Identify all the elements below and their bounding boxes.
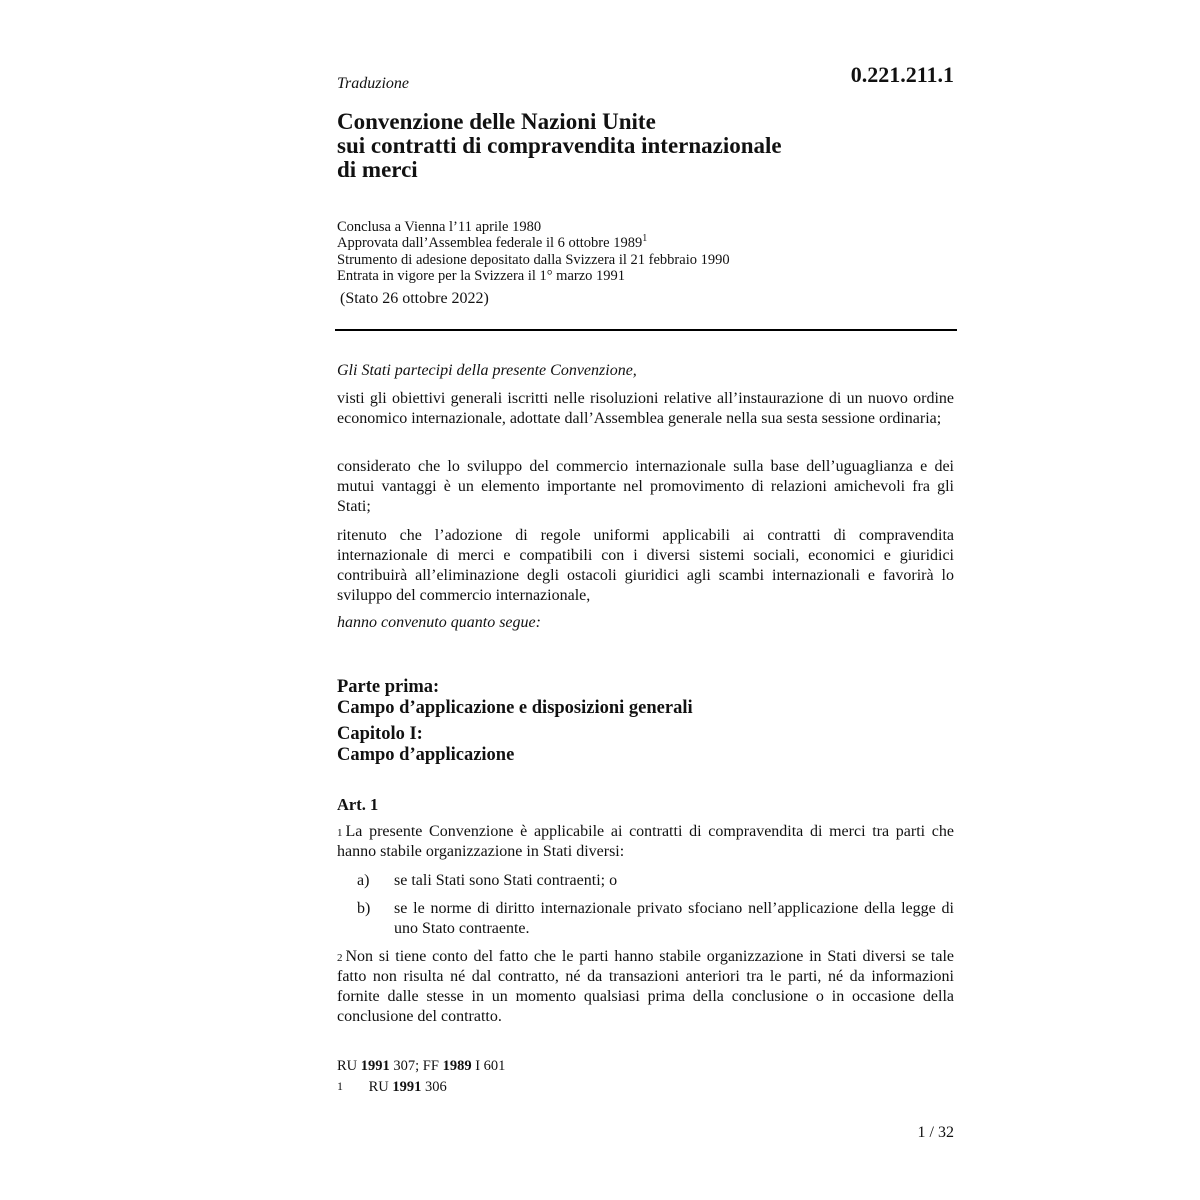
meta-instrument: Strumento di adesione depositato dalla Svizzera il 21 febbraio 1990 (337, 251, 730, 268)
part-title: Campo d’applicazione e disposizioni generali (337, 698, 693, 718)
document-title (337, 110, 782, 182)
preamble-closing: hanno convenuto quanto segue: (337, 614, 541, 631)
list-item-text: se le norme di diritto internazionale privato sfociano nell’applicazione della legge di uno Stato contraente. (394, 900, 954, 937)
article-paragraph-2-text: Non si tiene conto del fatto che le parti hanno stabile organizzazione in Stati diversi se tale fatto non risulta né dal contratto, né da transazioni anteriori tra le parti, né da informazioni fornite dalle stesse in un momento qualsiasi prima della conclusione o in occasione della conclusione del contratto. (337, 948, 954, 1025)
footnote-ru-page: 306 (425, 1079, 447, 1095)
paragraph-number-2: 2 (337, 952, 343, 964)
footnote-ref-1[interactable]: 1 (642, 233, 648, 245)
footnote-ru-year: 1991 (392, 1079, 422, 1095)
title-line-1: Convenzione delle Nazioni Unite (337, 109, 656, 134)
paragraph-number-1: 1 (337, 827, 343, 839)
meta-approved: Approvata dall’Assemblea federale il 6 ottobre 1989 (337, 235, 643, 252)
footnote-number: 1 (337, 1079, 343, 1093)
document-metadata (337, 219, 730, 284)
article-paragraph-2 (337, 947, 954, 1027)
preamble-paragraph-3: ritenuto che l’adozione di regole uniformi applicabili ai contratti di compravendita internazionale di merci e compatibili con i diversi sistemi sociali, economici e giuridici contribuirà all’eliminazione degli ostacoli giuridici agli scambi internazionali e favorirà lo sviluppo del commercio internazionale, (337, 527, 954, 604)
article-paragraph-1-text: La presente Convenzione è applicabile ai contratti di compravendita di merci tra parti che hanno stabile organizzazione in Stati diversi: (337, 823, 954, 860)
header-divider (335, 329, 957, 331)
article-heading: Art. 1 (337, 795, 379, 814)
part-heading (337, 677, 693, 719)
meta-concluded: Conclusa a Vienna l’11 aprile 1980 (337, 219, 542, 235)
chapter-title: Campo d’applicazione (337, 745, 515, 765)
ref-ru-page: 307; FF (393, 1058, 439, 1074)
ref-ru-year: 1991 (360, 1058, 390, 1074)
footnote-1 (337, 1079, 447, 1096)
preamble-paragraph-2: considerato che lo sviluppo del commercio internazionale sulla base dell’uguaglianza e dei mutui vantaggi è un elemento importante nel promovimento di relazioni amichevoli fra gli Stati; (337, 458, 954, 515)
status-date: (Stato 26 ottobre 2022) (340, 290, 489, 307)
title-line-2: sui contratti di compravendita internazionale (337, 133, 782, 158)
ref-ru-label: RU (337, 1058, 358, 1074)
meta-in-force: Entrata in vigore per la Svizzera il 1° marzo 1991 (337, 267, 626, 284)
preamble-opening: Gli Stati partecipi della presente Convenzione, (337, 362, 637, 379)
title-line-3: di merci (337, 157, 418, 182)
ref-ff-page: I 601 (475, 1058, 506, 1074)
preamble-paragraph-1: visti gli obiettivi generali iscritti nelle risoluzioni relative all’instaurazione di un nuovo ordine economico internazionale, adottate dall’Assemblea generale nella sua sesta sessione ordinaria; (337, 390, 954, 427)
chapter-label: Capitolo I: (337, 724, 423, 744)
document-code: 0.221.211.1 (850, 62, 954, 87)
ref-ff-year: 1989 (442, 1058, 472, 1074)
official-references (337, 1058, 505, 1075)
article-paragraph-1 (337, 822, 954, 862)
list-item-label: b) (357, 900, 371, 917)
footnote-ru-label: RU (368, 1079, 389, 1095)
part-label: Parte prima: (337, 677, 440, 697)
translation-label: Traduzione (337, 75, 410, 92)
list-item-label: a) (357, 872, 370, 889)
meta-approved-row (337, 235, 730, 251)
chapter-heading (337, 724, 514, 766)
page-number: 1 / 32 (917, 1124, 954, 1141)
list-item-text: se tali Stati sono Stati contraenti; o (394, 872, 618, 889)
